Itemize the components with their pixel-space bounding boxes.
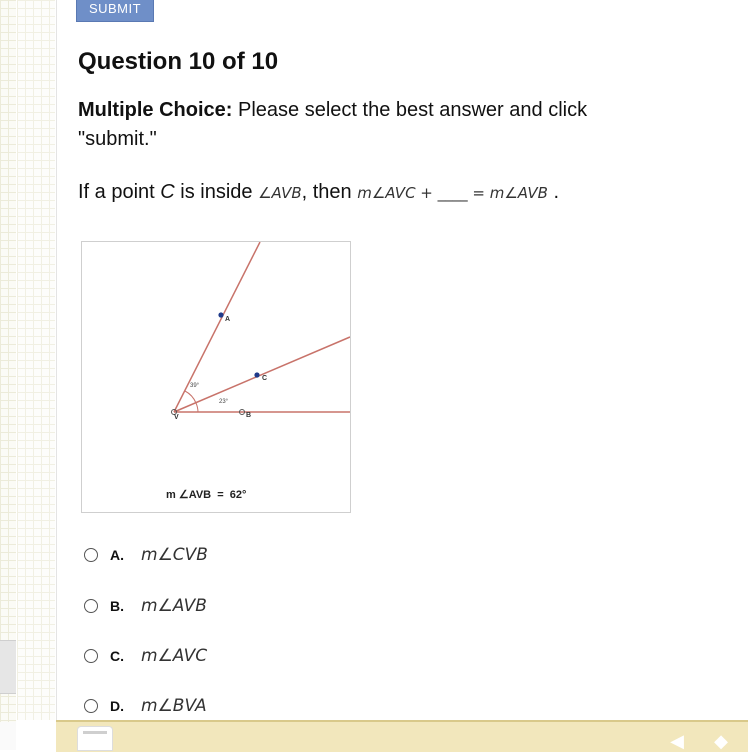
forward-arrow-icon[interactable]: ◆ bbox=[714, 731, 728, 751]
angle-arc-avc bbox=[185, 391, 196, 403]
label-b: B bbox=[246, 412, 252, 419]
radio-button[interactable] bbox=[84, 699, 98, 713]
point-a bbox=[218, 312, 223, 317]
prompt-then: , then bbox=[301, 181, 358, 203]
left-side-tab[interactable] bbox=[0, 640, 16, 694]
radio-button[interactable] bbox=[84, 649, 98, 663]
instructions-label: Multiple Choice: bbox=[78, 99, 233, 121]
instructions bbox=[78, 96, 658, 154]
label-v: V bbox=[174, 414, 179, 421]
prompt-pre: If a point bbox=[78, 181, 161, 203]
question-title: Question 10 of 10 bbox=[78, 48, 279, 75]
instructions-text: Please select the best answer and click "submit." bbox=[78, 99, 588, 150]
angle-label-39: 39° bbox=[190, 383, 200, 389]
radio-button[interactable] bbox=[84, 599, 98, 613]
prompt-mid: is inside bbox=[174, 181, 259, 203]
prompt-angle: ∠AVB bbox=[258, 184, 302, 202]
option-text: m∠AVB bbox=[141, 596, 207, 616]
right-blank-area bbox=[679, 0, 748, 720]
label-a: A bbox=[225, 316, 231, 323]
option-text: m∠CVB bbox=[141, 545, 208, 565]
option-d[interactable] bbox=[84, 694, 207, 718]
angle-diagram bbox=[81, 241, 351, 513]
prompt-variable: C bbox=[160, 181, 175, 203]
back-arrow-icon[interactable]: ◀ bbox=[670, 731, 684, 751]
left-bottom-area bbox=[0, 722, 16, 750]
label-c: C bbox=[262, 375, 268, 382]
option-letter: D. bbox=[110, 698, 124, 714]
option-c[interactable] bbox=[84, 644, 207, 668]
option-b[interactable] bbox=[84, 594, 207, 618]
angle-measurement: m ∠AVB = 62° bbox=[166, 489, 247, 501]
margin-grid bbox=[17, 0, 55, 720]
ray-va bbox=[174, 242, 260, 412]
option-letter: C. bbox=[110, 648, 124, 664]
prompt-expression: m∠AVC + ____ = m∠AVB bbox=[357, 184, 548, 202]
print-icon[interactable] bbox=[78, 727, 112, 750]
option-a[interactable] bbox=[84, 543, 208, 567]
radio-button[interactable] bbox=[84, 548, 98, 562]
point-c bbox=[254, 372, 259, 377]
option-letter: B. bbox=[110, 598, 124, 614]
angle-label-23: 23° bbox=[219, 399, 229, 405]
prompt-end: . bbox=[547, 181, 560, 203]
angle-diagram-svg bbox=[82, 242, 350, 512]
option-text: m∠BVA bbox=[141, 696, 207, 716]
angle-arc-cvb bbox=[196, 403, 198, 412]
option-text: m∠AVC bbox=[141, 646, 208, 666]
footer-bar bbox=[56, 720, 748, 752]
left-grid-strip bbox=[0, 0, 16, 750]
question-prompt bbox=[78, 181, 559, 204]
option-letter: A. bbox=[110, 547, 124, 563]
submit-button[interactable]: SUBMIT bbox=[76, 0, 154, 22]
